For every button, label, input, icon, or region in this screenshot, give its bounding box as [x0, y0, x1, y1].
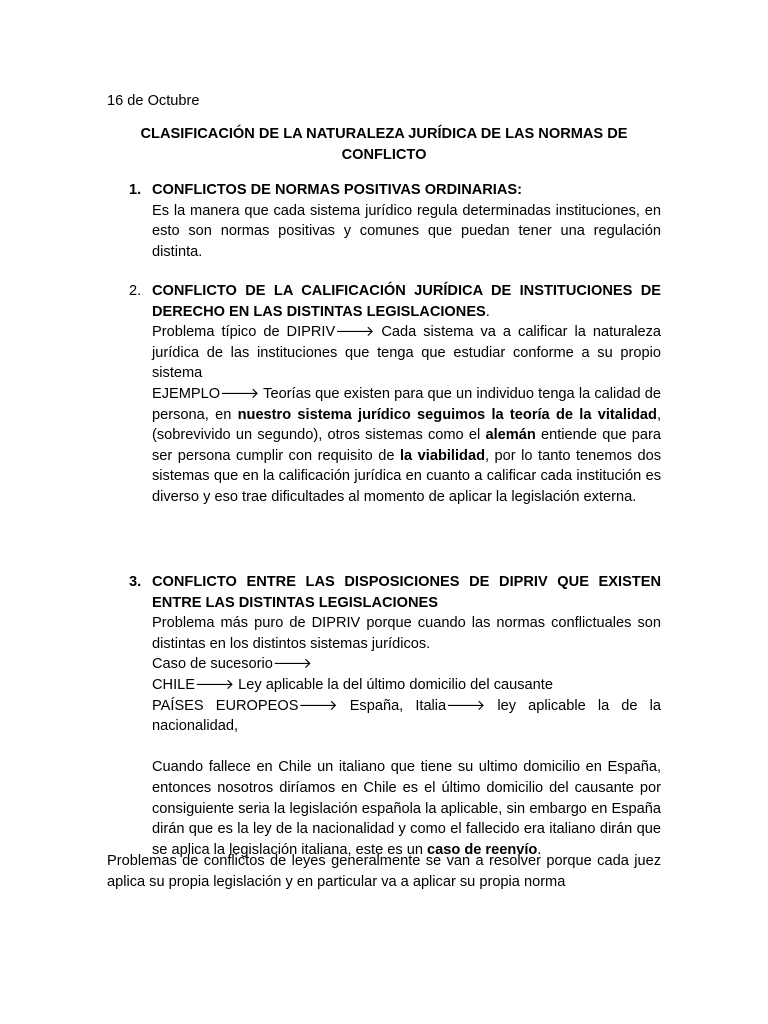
section-1-body: [152, 180, 661, 262]
document-title: CLASIFICACIÓN DE LA NATURALEZA JURÍDICA DE LAS NORMAS DE CONFLICTO: [140, 126, 628, 163]
section-2-heading: CONFLICTO DE LA CALIFICACIÓN JURÍDICA DE INSTITUCIONES DE DERECHO EN LAS DISTINTAS LEGISLACIONES: [152, 283, 661, 320]
section-3: [107, 572, 661, 860]
section-3-line-3: CHILE🡒 Ley aplicable la del último domicilio del causante: [152, 676, 553, 693]
section-2-paragraph-1: Problema típico de DIPRIV🡒 Cada sistema va a calificar la naturaleza jurídica de las instituciones que tenga que estudiar conforme a su propio sistema: [152, 324, 661, 382]
section-3-heading: CONFLICTO ENTRE LAS DISPOSICIONES DE DIPRIV QUE EXISTEN ENTRE LAS DISTINTAS LEGISLACIONES: [152, 574, 661, 611]
section-2-text-a: EJEMPLO🡒 Teorías que existen para que un individuo tenga la calidad de persona, en: [152, 385, 661, 423]
section-3-bold-reenvio: caso de reenvío: [427, 841, 538, 858]
paragraph-gap: [152, 737, 661, 758]
section-1-heading: CONFLICTOS DE NORMAS POSITIVAS ORDINARIAS:: [152, 182, 522, 198]
section-1-text: Es la manera que cada sistema jurídico regula determinadas instituciones, en esto son normas positivas y comunes que puedan tener una regulación distinta.: [152, 202, 661, 260]
section-2-text-b: , (sobrevivido un segundo), otros sistemas como el: [152, 406, 661, 444]
closing-paragraph: Problemas de conflictos de leyes generalmente se van a resolver porque cada juez aplica su propia legislación y en particular va a aplicar su propia norma: [107, 853, 661, 890]
section-2-paragraph-2: [152, 384, 661, 508]
section-3-paragraph-end: .: [537, 841, 542, 858]
section-1: [107, 180, 661, 262]
section-2-text-d: , por lo tanto tenemos dos sistemas que en la calificación jurídica en cuanto a calificar cada institución es diverso y eso trae dificultades al momento de aplicar la legislación externa.: [152, 447, 661, 505]
section-3-paragraph: [152, 757, 661, 860]
section-3-line-1: Problema más puro de DIPRIV porque cuando las normas conflictuales son distintas en los distintos sistemas jurídicos.: [152, 615, 661, 652]
section-3-line-2: Caso de sucesorio🡒: [152, 656, 313, 673]
section-2-heading-line: [152, 281, 661, 322]
section-2-heading-end: .: [485, 303, 490, 320]
section-3-body: [152, 572, 661, 860]
section-2-bold-vitalidad: nuestro sistema jurídico seguimos la teoría de la vitalidad: [237, 406, 657, 423]
section-3-line-4: PAÍSES EUROPEOS🡒 España, Italia🡒 ley aplicable la de la nacionalidad,: [152, 697, 661, 735]
section-2-bold-viabilidad: la viabilidad: [400, 447, 485, 464]
section-2-text-c: entiende que para ser persona cumplir con requisito de: [152, 427, 661, 464]
section-2: [107, 281, 661, 508]
section-2-bold-aleman: alemán: [485, 427, 536, 444]
section-2-body: [152, 281, 661, 508]
section-2-number: 2.: [129, 283, 142, 299]
section-3-number: 3.: [129, 574, 142, 590]
section-3-paragraph-text: Cuando fallece en Chile un italiano que tiene su ultimo domicilio en España, entonces nosotros diríamos en Chile es el último domicilio del causante por consiguiente seria la legislación española la aplicable, sin embargo en España dirán que es la ley de la nacionalidad y como el fallecido era italiano dirán que se aplica la legislación italiana, este es un: [152, 759, 661, 858]
document-date: 16 de Octubre: [107, 93, 200, 109]
section-1-number: 1.: [129, 182, 142, 198]
